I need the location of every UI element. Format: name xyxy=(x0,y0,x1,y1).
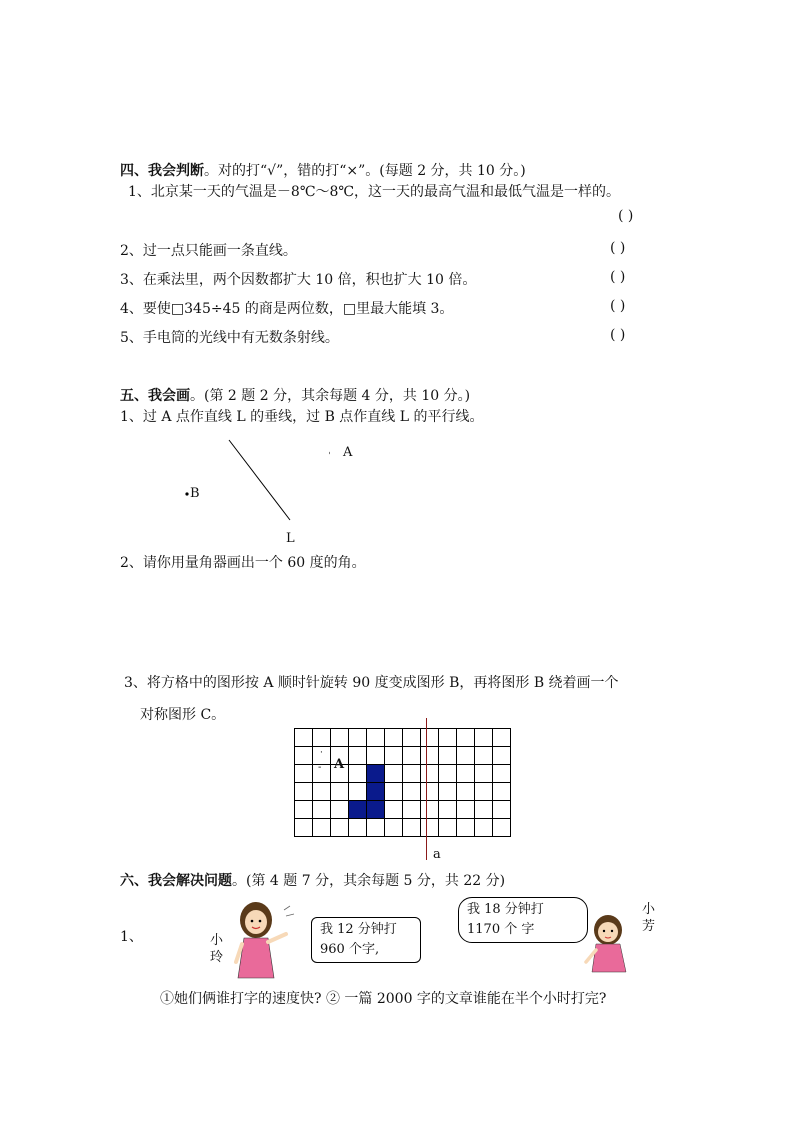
symmetry-axis xyxy=(426,718,427,860)
line-l-label: L xyxy=(286,531,295,546)
girl-xiaoling-illustration xyxy=(228,898,298,982)
section4-instructions: 。对的打“√”，错的打“×”。(每题 2 分，共 10 分。) xyxy=(204,163,526,179)
line-l xyxy=(229,440,290,520)
grid-row xyxy=(295,729,511,747)
grid-point-a-label: A xyxy=(334,757,345,772)
section6-instructions: 。(第 4 题 7 分，其余每题 5 分，共 22 分) xyxy=(232,873,506,889)
grid-row xyxy=(295,783,511,801)
judge-question-1: 1、北京某一天的气温是－8℃～8℃，这一天的最高气温和最低气温是一样的。 xyxy=(128,184,621,200)
section5-title xyxy=(120,385,470,405)
point-a-dot xyxy=(329,451,330,454)
draw-question-3-line1: 3、将方格中的图形按 A 顺时针旋转 90 度变成图形 B，再将图形 B 绕着画一个 xyxy=(124,675,619,691)
answer-blank-3[interactable]: ( ) xyxy=(610,269,626,285)
judge-question-4: 4、要使□345÷45 的商是两位数，□里最大能填 3。 xyxy=(120,301,454,317)
section4-heading: 四、我会判断 xyxy=(120,163,204,179)
section5-instructions: 。(第 2 题 2 分，其余每题 4 分，共 10 分。) xyxy=(190,388,471,404)
shape-cell xyxy=(367,765,385,783)
answer-blank-1[interactable]: ( ) xyxy=(618,208,634,224)
point-a-label: A xyxy=(343,445,353,460)
grid-row xyxy=(295,765,511,783)
grid-tick-mark: - xyxy=(318,762,322,773)
section5-heading: 五、我会画 xyxy=(120,388,190,404)
draw-question-2: 2、请你用量角器画出一个 60 度的角。 xyxy=(120,555,366,571)
grid-row xyxy=(295,819,511,837)
rotation-grid xyxy=(294,728,511,837)
bubble-xiaoling-line1: 我 12 分钟打 xyxy=(320,922,397,937)
section6-title xyxy=(120,870,505,890)
section4-title xyxy=(120,160,526,180)
answer-blank-2[interactable]: ( ) xyxy=(610,240,626,256)
bubble-xiaoling-line2: 960 个字, xyxy=(320,942,380,957)
grid-dot-mark: · xyxy=(320,748,323,758)
girl-xiaoling-name: 小玲 xyxy=(210,933,224,965)
point-b-label: B xyxy=(190,486,200,501)
shape-cell xyxy=(367,783,385,801)
bubble-xiaofang-line2: 1170 个 字 xyxy=(467,922,535,937)
grid-row xyxy=(295,801,511,819)
shape-cell xyxy=(349,801,367,819)
bubble-xiaofang-line1: 我 18 分钟打 xyxy=(467,902,544,917)
section6-heading: 六、我会解决问题 xyxy=(120,873,232,889)
answer-blank-4[interactable]: ( ) xyxy=(610,298,626,314)
answer-blank-5[interactable]: ( ) xyxy=(610,327,626,343)
problem-1-number: 1、 xyxy=(120,929,143,945)
speech-bubble-xiaofang xyxy=(458,897,588,943)
girl-xiaofang-name: 小芳 xyxy=(642,902,656,934)
symmetry-axis-label: a xyxy=(433,847,441,862)
grid-row xyxy=(295,747,511,765)
judge-question-3: 3、在乘法里，两个因数都扩大 10 倍，积也扩大 10 倍。 xyxy=(120,272,477,288)
draw-question-3-line2: 对称图形 C。 xyxy=(140,707,226,723)
girl-xiaofang-illustration xyxy=(582,912,638,974)
draw-question-1: 1、过 A 点作直线 L 的垂线，过 B 点作直线 L 的平行线。 xyxy=(120,409,484,425)
point-b-dot xyxy=(185,492,188,495)
shape-cell xyxy=(367,801,385,819)
speech-bubble-xiaoling xyxy=(311,917,421,963)
judge-question-5: 5、手电筒的光线中有无数条射线。 xyxy=(120,330,339,346)
problem-1-question: ①她们俩谁打字的速度快? ② 一篇 2000 字的文章谁能在半个小时打完? xyxy=(160,991,607,1007)
judge-question-2: 2、过一点只能画一条直线。 xyxy=(120,243,297,259)
grid-table xyxy=(294,728,511,837)
